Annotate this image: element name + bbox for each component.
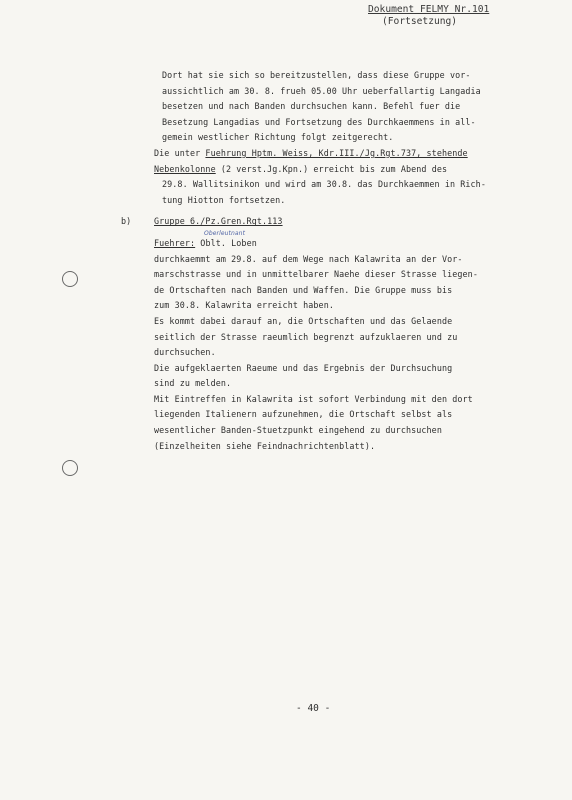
- continuation-note: (Fortsetzung): [382, 16, 458, 27]
- document-body: [121, 68, 534, 454]
- document-header: [368, 4, 508, 28]
- paragraph-4: [154, 314, 534, 361]
- paragraph-6: [154, 392, 534, 454]
- text-line: durchsuchen.: [154, 347, 216, 358]
- text-line: Nebenkolonne (2 verst.Jg.Kpn.) erreicht bis zum Abend des: [154, 163, 448, 174]
- text-line: Es kommt dabei darauf an, die Ortschaften und das Gelaende: [154, 315, 453, 326]
- text-line: marschstrasse und in unmittelbarer Naehe dieser Strasse liegen-: [154, 269, 478, 280]
- text-line: seitlich der Strasse raeumlich begrenzt aufzuklaeren und zu: [154, 331, 458, 342]
- punch-hole-icon: [62, 460, 78, 476]
- paragraph-3: [154, 252, 534, 314]
- text-line: (Einzelheiten siehe Feindnachrichtenblatt).: [154, 440, 376, 451]
- text-line: gemein westlicher Richtung folgt zeitgerecht.: [162, 132, 394, 143]
- text-line: aussichtlich am 30. 8. frueh 05.00 Uhr ueberfallartig Langadia: [162, 85, 481, 96]
- text-line: besetzen und nach Banden durchsuchen kann. Befehl fuer die: [162, 101, 461, 112]
- text-line: 29.8. Wallitsinikon und wird am 30.8. das Durchkaemmen in Rich-: [162, 179, 486, 190]
- section-label: b): [121, 216, 132, 227]
- text-line: tung Hiotton fortsetzen.: [162, 194, 286, 205]
- text-line: de Ortschaften nach Banden und Waffen. Die Gruppe muss bis: [154, 284, 453, 295]
- text-line: Die aufgeklaerten Raeume und das Ergebnis der Durchsuchung: [154, 362, 453, 373]
- section-title: Gruppe 6./Pz.Gren.Rgt.113: [154, 216, 283, 227]
- text-line: Dort hat sie sich so bereitzustellen, dass diese Gruppe vor-: [162, 70, 471, 80]
- text-line: liegenden Italienern aufzunehmen, die Ortschaft selbst als: [154, 409, 453, 420]
- paragraph-2: [154, 146, 534, 208]
- paragraph-1: [154, 68, 534, 146]
- text-line: zum 30.8. Kalawrita erreicht haben.: [154, 300, 334, 311]
- handwritten-note: Oberleutnant: [204, 229, 246, 237]
- text-line: Besetzung Langadias und Fortsetzung des Durchkaemmens in all-: [162, 116, 476, 127]
- paragraph-5: [154, 361, 534, 392]
- punch-hole-icon: [62, 271, 78, 287]
- text-line: Die unter Fuehrung Hptm. Weiss, Kdr.III./Jg.Rgt.737, stehende: [154, 147, 468, 158]
- text-line: sind zu melden.: [154, 378, 232, 389]
- leader-line: Oberleutnant Fuehrer: Oblt. Loben: [154, 236, 534, 252]
- document-id: Dokument FELMY Nr.101: [368, 4, 490, 15]
- page-number: - 40 -: [296, 703, 331, 714]
- text-line: Mit Eintreffen in Kalawrita ist sofort Verbindung mit den dort: [154, 393, 473, 404]
- text-line: durchkaemmt am 29.8. auf dem Wege nach Kalawrita an der Vor-: [154, 253, 463, 264]
- text-line: wesentlicher Banden-Stuetzpunkt eingehend zu durchsuchen: [154, 425, 442, 436]
- section-b: [121, 214, 534, 251]
